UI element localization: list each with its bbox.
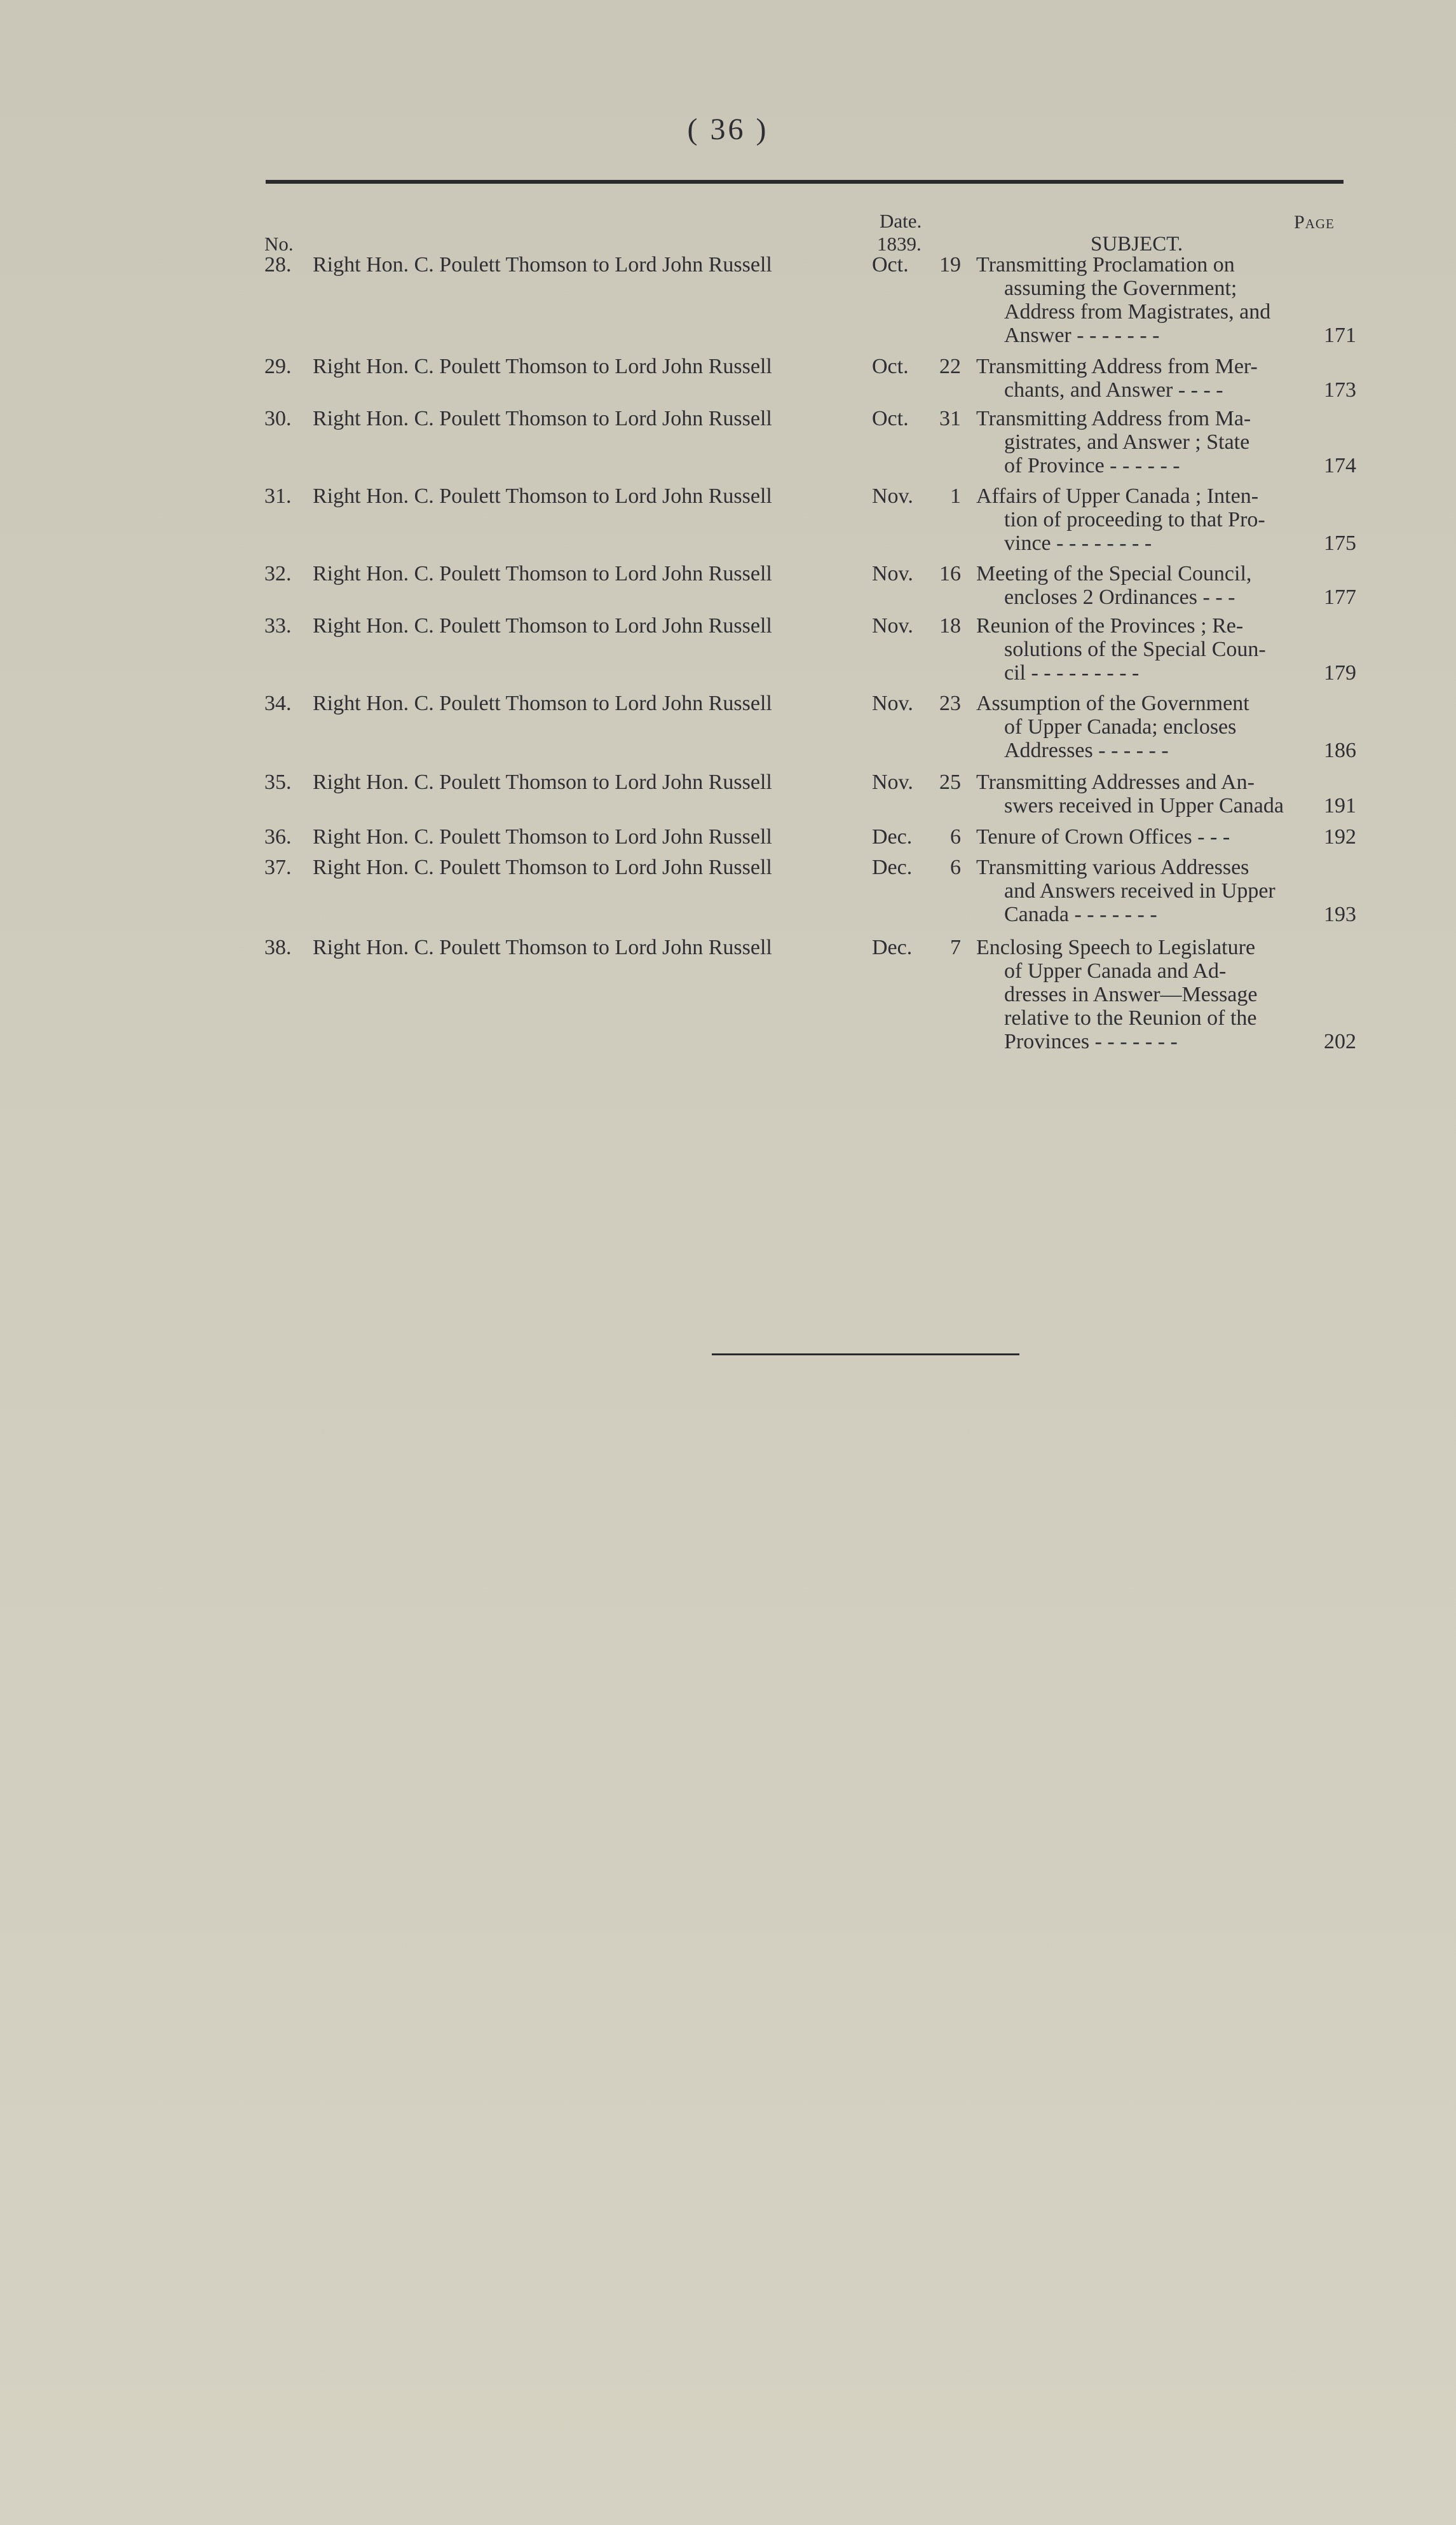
entry-number: 34. [264,692,292,715]
entry-day: 18 [939,614,961,638]
entry-page: 186 [1324,739,1356,762]
closing-rule [712,1353,1019,1355]
subject-line: vince - - - - - - - - [1004,531,1152,555]
entry-subject [976,253,1307,347]
entry-page: 179 [1324,661,1356,685]
entry-number: 30. [264,407,292,430]
page-number: ( 36 ) [687,113,769,146]
subject-line: Enclosing Speech to Legislature [976,936,1256,959]
subject-line: tion of proceeding to that Pro- [1004,508,1265,531]
entry-page: 177 [1324,585,1356,609]
subject-line: Provinces - - - - - - - [1004,1030,1178,1053]
entry-subject [976,614,1307,685]
entry-day: 1 [950,484,961,508]
entry-number: 37. [264,856,292,879]
entry-correspondent: Right Hon. C. Poulett Thomson to Lord John Russell [313,856,772,879]
subject-line: Canada - - - - - - - [1004,903,1157,926]
entry-subject [976,692,1307,762]
entry-number: 33. [264,614,292,638]
entry-day: 7 [950,936,961,959]
subject-line: cil - - - - - - - - - [1004,661,1140,685]
entry-subject [976,407,1307,477]
header-rule [266,180,1344,184]
subject-line: Reunion of the Provinces ; Re- [976,614,1244,638]
column-header-page: Page [1294,212,1335,233]
entry-subject [976,856,1307,926]
subject-line: of Province - - - - - - [1004,454,1180,477]
subject-line: dresses in Answer—Message [1004,983,1258,1006]
subject-line: of Upper Canada and Ad- [1004,959,1227,983]
entry-day: 19 [939,253,961,277]
entry-number: 35. [264,770,292,794]
entry-month: Nov. [872,692,913,715]
entry-page: 175 [1324,531,1356,555]
entry-correspondent: Right Hon. C. Poulett Thomson to Lord John Russell [313,484,772,508]
entry-number: 31. [264,484,292,508]
subject-line: Transmitting Address from Ma- [976,407,1251,430]
entry-subject [976,825,1307,849]
subject-line: Answer - - - - - - - [1004,324,1160,347]
entry-correspondent: Right Hon. C. Poulett Thomson to Lord John Russell [313,936,772,959]
subject-line: of Upper Canada; encloses [1004,715,1237,739]
entry-month: Oct. [872,355,909,378]
entry-correspondent: Right Hon. C. Poulett Thomson to Lord John Russell [313,355,772,378]
entry-subject [976,562,1307,609]
entry-month: Dec. [872,856,913,879]
entry-page: 173 [1324,378,1356,402]
entry-day: 6 [950,856,961,879]
subject-line: swers received in Upper Canada [1004,794,1284,818]
entry-month: Nov. [872,770,913,794]
entry-page: 174 [1324,454,1356,477]
subject-line: and Answers received in Upper [1004,879,1276,903]
entry-number: 32. [264,562,292,585]
entry-month: Nov. [872,614,913,638]
subject-line: Transmitting Address from Mer- [976,355,1258,378]
column-header-year: 1839. [877,233,922,255]
subject-line: Transmitting various Addresses [976,856,1249,879]
entry-page: 202 [1324,1030,1356,1053]
subject-line: Transmitting Addresses and An- [976,770,1255,794]
subject-line: solutions of the Special Coun- [1004,638,1266,661]
entry-number: 36. [264,825,292,849]
entry-page: 192 [1324,825,1356,849]
subject-line: Address from Magistrates, and [1004,300,1271,324]
entry-day: 6 [950,825,961,849]
entry-subject [976,484,1307,555]
entry-subject [976,355,1307,402]
entry-number: 38. [264,936,292,959]
entry-day: 23 [939,692,961,715]
entry-month: Nov. [872,562,913,585]
subject-line: relative to the Reunion of the [1004,1006,1257,1030]
subject-line: Transmitting Proclamation on [976,253,1235,277]
subject-line: Affairs of Upper Canada ; Inten- [976,484,1259,508]
entry-page: 171 [1324,324,1356,347]
entry-page: 191 [1324,794,1356,818]
entry-subject [976,936,1307,1053]
entry-month: Dec. [872,825,913,849]
subject-line: assuming the Government; [1004,277,1237,300]
entry-number: 28. [264,253,292,277]
entry-month: Oct. [872,407,909,430]
entry-day: 31 [939,407,961,430]
entry-number: 29. [264,355,292,378]
entry-month: Dec. [872,936,913,959]
subject-line: Meeting of the Special Council, [976,562,1252,585]
entry-correspondent: Right Hon. C. Poulett Thomson to Lord John Russell [313,614,772,638]
entry-day: 22 [939,355,961,378]
entry-correspondent: Right Hon. C. Poulett Thomson to Lord John Russell [313,825,772,849]
column-header-subject: SUBJECT. [1091,233,1183,256]
column-header-no: No. [264,233,294,255]
subject-line: gistrates, and Answer ; State [1004,430,1250,454]
entry-correspondent: Right Hon. C. Poulett Thomson to Lord John Russell [313,562,772,585]
subject-line: Tenure of Crown Offices - - - [976,825,1230,849]
entry-day: 16 [939,562,961,585]
subject-line: chants, and Answer - - - - [1004,378,1223,402]
subject-line: encloses 2 Ordinances - - - [1004,585,1235,609]
entry-correspondent: Right Hon. C. Poulett Thomson to Lord John Russell [313,407,772,430]
subject-line: Assumption of the Government [976,692,1249,715]
entry-page: 193 [1324,903,1356,926]
entry-subject [976,770,1307,818]
entry-correspondent: Right Hon. C. Poulett Thomson to Lord John Russell [313,253,772,277]
entry-correspondent: Right Hon. C. Poulett Thomson to Lord John Russell [313,770,772,794]
entry-correspondent: Right Hon. C. Poulett Thomson to Lord John Russell [313,692,772,715]
entry-day: 25 [939,770,961,794]
subject-line: Addresses - - - - - - [1004,739,1169,762]
entry-month: Oct. [872,253,909,277]
column-header-date: Date. [880,210,922,232]
entry-month: Nov. [872,484,913,508]
